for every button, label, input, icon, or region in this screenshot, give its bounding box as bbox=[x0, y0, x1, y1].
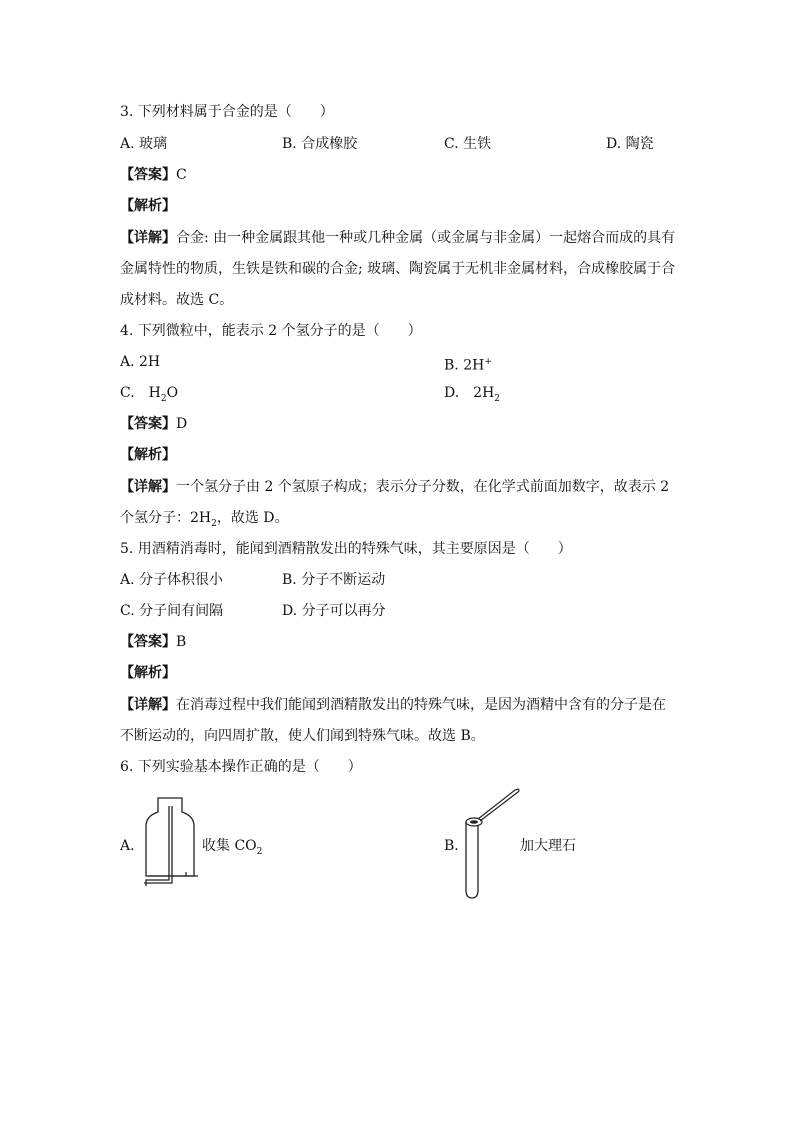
detail-text: 一个氢分子由 2 个氢原子构成；表示分子分数，在化学式前面加数字，故表示 2 bbox=[176, 479, 670, 495]
detail-text: ，故选 D。 bbox=[216, 510, 289, 526]
answer-label: 【答案】 bbox=[120, 634, 176, 650]
gas-collecting-bottle-figure bbox=[138, 796, 202, 892]
q4-option-b bbox=[444, 352, 492, 376]
q3-detail-line1 bbox=[120, 228, 675, 248]
q3-option-a: A. 玻璃 bbox=[120, 136, 168, 152]
q4-option-c bbox=[120, 383, 178, 409]
q6-option-b-letter: B. bbox=[444, 838, 459, 854]
answer-value: B bbox=[176, 634, 187, 650]
answer-label: 【答案】 bbox=[120, 416, 176, 432]
formula-text: C. H bbox=[120, 385, 161, 401]
test-tube-outline bbox=[466, 822, 478, 898]
detail-text: 在消毒过程中我们能闻到酒精散发出的特殊气味，是因为酒精中含有的分子是在 bbox=[176, 697, 666, 713]
answer-value: D bbox=[176, 416, 188, 432]
q5-stem: 5. 用酒精消毒时，能闻到酒精散发出的特殊气味，其主要原因是（ ） bbox=[120, 541, 572, 557]
q5-option-a: A. 分子体积很小 bbox=[120, 572, 224, 588]
q3-answer bbox=[120, 165, 187, 185]
q5-detail-line2: 不断运动的，向四周扩散，使人们闻到特殊气味。故选 B。 bbox=[120, 728, 485, 744]
q4-detail-line2 bbox=[120, 508, 289, 534]
formula-subscript: 2 bbox=[160, 393, 167, 404]
formula-subscript: 2 bbox=[256, 846, 263, 857]
gas-bottle-outline bbox=[146, 798, 194, 876]
q5-option-c: C. 分子间有间隔 bbox=[120, 603, 224, 619]
q5-answer bbox=[120, 632, 186, 652]
detail-label: 【详解】 bbox=[120, 697, 176, 713]
q5-option-d: D. 分子可以再分 bbox=[282, 603, 386, 619]
delivery-tube-left bbox=[146, 806, 169, 886]
formula-subscript: 2 bbox=[494, 393, 501, 404]
q4-stem: 4. 下列微粒中，能表示 2 个氢分子的是（ ） bbox=[120, 323, 422, 339]
test-tube-spoon-figure bbox=[460, 786, 524, 902]
formula-text: B. 2H bbox=[444, 357, 485, 374]
q5-detail-line1 bbox=[120, 695, 666, 715]
q6-stem: 6. 下列实验基本操作正确的是（ ） bbox=[120, 759, 362, 775]
detail-label: 【详解】 bbox=[120, 230, 176, 246]
answer-value: C bbox=[176, 167, 187, 183]
formula-subscript: 2 bbox=[211, 518, 217, 529]
q4-option-a: A. 2H bbox=[120, 354, 161, 370]
q4-analysis-label: 【解析】 bbox=[120, 447, 176, 463]
detail-text: 合金: 由一种金属跟其他一种或几种金属（或金属与非金属）一起熔合而成的具有 bbox=[176, 230, 676, 246]
marble-chips bbox=[470, 820, 478, 824]
q3-option-d: D. 陶瓷 bbox=[606, 136, 654, 152]
q3-detail-line2: 金属特性的物质，生铁是铁和碳的合金; 玻璃、陶瓷属于无机非金属材料，合成橡胶属于合 bbox=[120, 261, 676, 277]
medicine-spoon-handle bbox=[478, 789, 519, 821]
q3-option-c: C. 生铁 bbox=[444, 136, 492, 152]
caption-text: 收集 CO bbox=[202, 838, 257, 854]
formula-text: D. 2H bbox=[444, 385, 495, 401]
formula-superscript: + bbox=[484, 357, 492, 367]
formula-text: O bbox=[166, 385, 179, 401]
q5-option-b: B. 分子不断运动 bbox=[282, 572, 386, 588]
q6-option-a-caption bbox=[202, 836, 262, 862]
q6-option-a-letter: A. bbox=[120, 838, 135, 854]
q6-option-b-caption: 加大理石 bbox=[520, 838, 576, 854]
q4-detail-line1 bbox=[120, 477, 669, 497]
q3-detail-line3: 成材料。故选 C。 bbox=[120, 292, 234, 308]
detail-text: 个氢分子：2H bbox=[120, 510, 212, 526]
answer-label: 【答案】 bbox=[120, 167, 176, 183]
q3-option-b: B. 合成橡胶 bbox=[282, 136, 358, 152]
q5-analysis-label: 【解析】 bbox=[120, 665, 176, 681]
q4-answer bbox=[120, 414, 187, 434]
detail-label: 【详解】 bbox=[120, 479, 176, 495]
q3-analysis-label: 【解析】 bbox=[120, 198, 176, 214]
q3-stem: 3. 下列材料属于合金的是（ ） bbox=[120, 104, 334, 120]
q4-option-d bbox=[444, 383, 500, 409]
